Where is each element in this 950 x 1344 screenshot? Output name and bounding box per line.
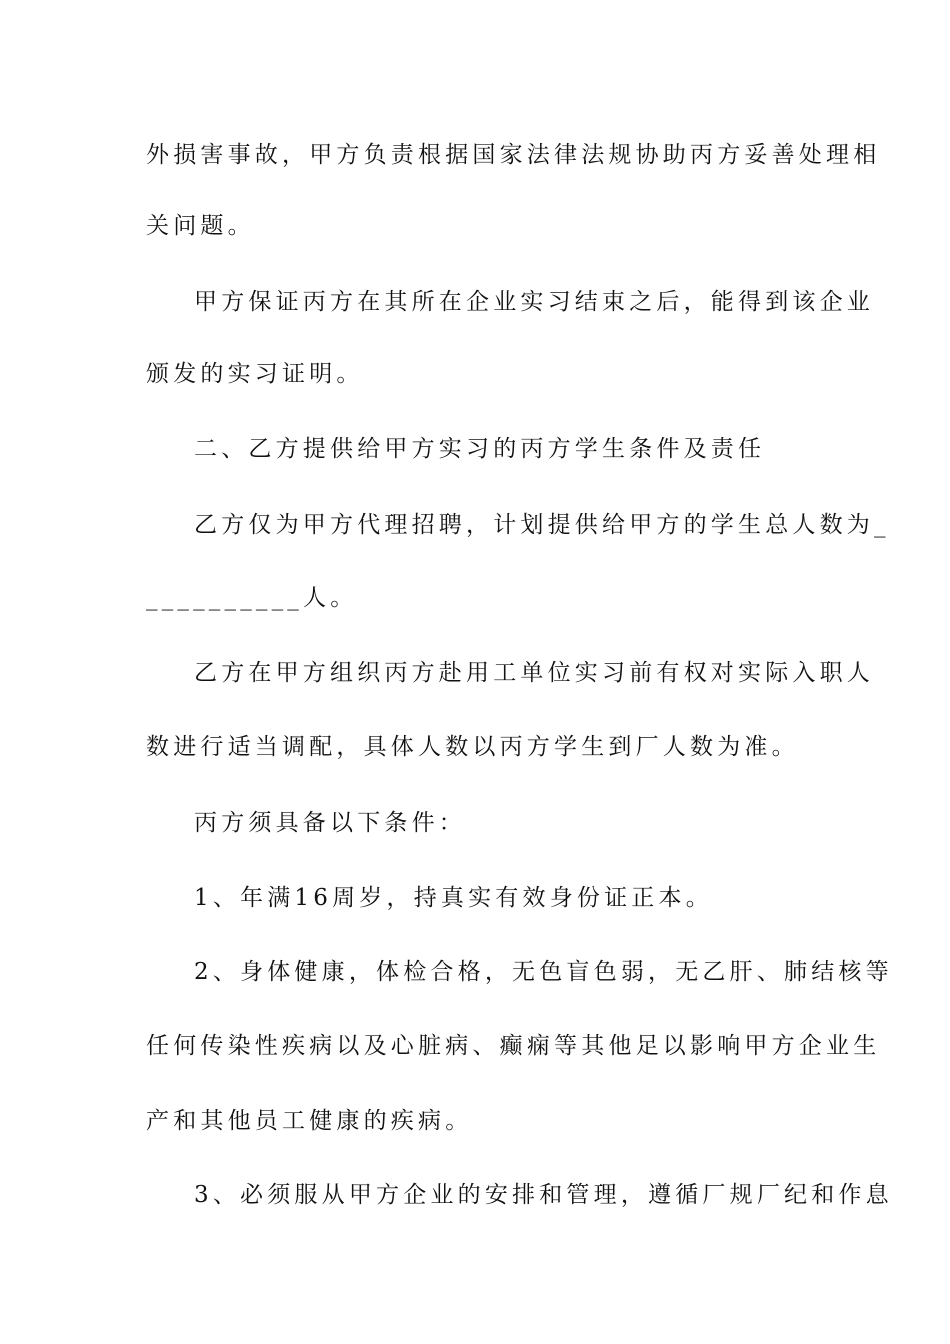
text-line-3: 甲方保证丙方在其所在企业实习结束之后，能得到该企业 [194, 289, 874, 315]
text-line-9: 数进行适当调配，具体人数以丙方学生到厂人数为准。 [146, 734, 799, 760]
text-line-12: 2、身体健康，体检合格，无色盲色弱，无乙肝、肺结核等 [194, 959, 893, 985]
text-line-8: 乙方在甲方组织丙方赴用工单位实习前有权对实际入职人 [194, 660, 874, 686]
text-line-6: 乙方仅为甲方代理招聘，计划提供给甲方的学生总人数为_ [194, 512, 890, 538]
section-heading: 二、乙方提供给甲方实习的丙方学生条件及责任 [194, 436, 766, 462]
text-line-13: 任何传染性疾病以及心脏病、癫痫等其他足以影响甲方企业生 [146, 1033, 881, 1059]
text-line-14: 产和其他员工健康的疾病。 [146, 1108, 473, 1134]
text-line-4: 颁发的实习证明。 [146, 361, 364, 387]
text-line-1: 外损害事故，甲方负责根据国家法律法规协助丙方妥善处理相 [146, 142, 881, 168]
text-line-2: 关问题。 [146, 213, 255, 239]
text-line-7: __________人。 [146, 585, 358, 611]
text-line-11: 1、年满16周岁，持真实有效身份证正本。 [194, 885, 713, 911]
text-line-10: 丙方须具备以下条件： [194, 810, 466, 836]
text-line-15: 3、必须服从甲方企业的安排和管理，遵循厂规厂纪和作息 [194, 1182, 893, 1208]
